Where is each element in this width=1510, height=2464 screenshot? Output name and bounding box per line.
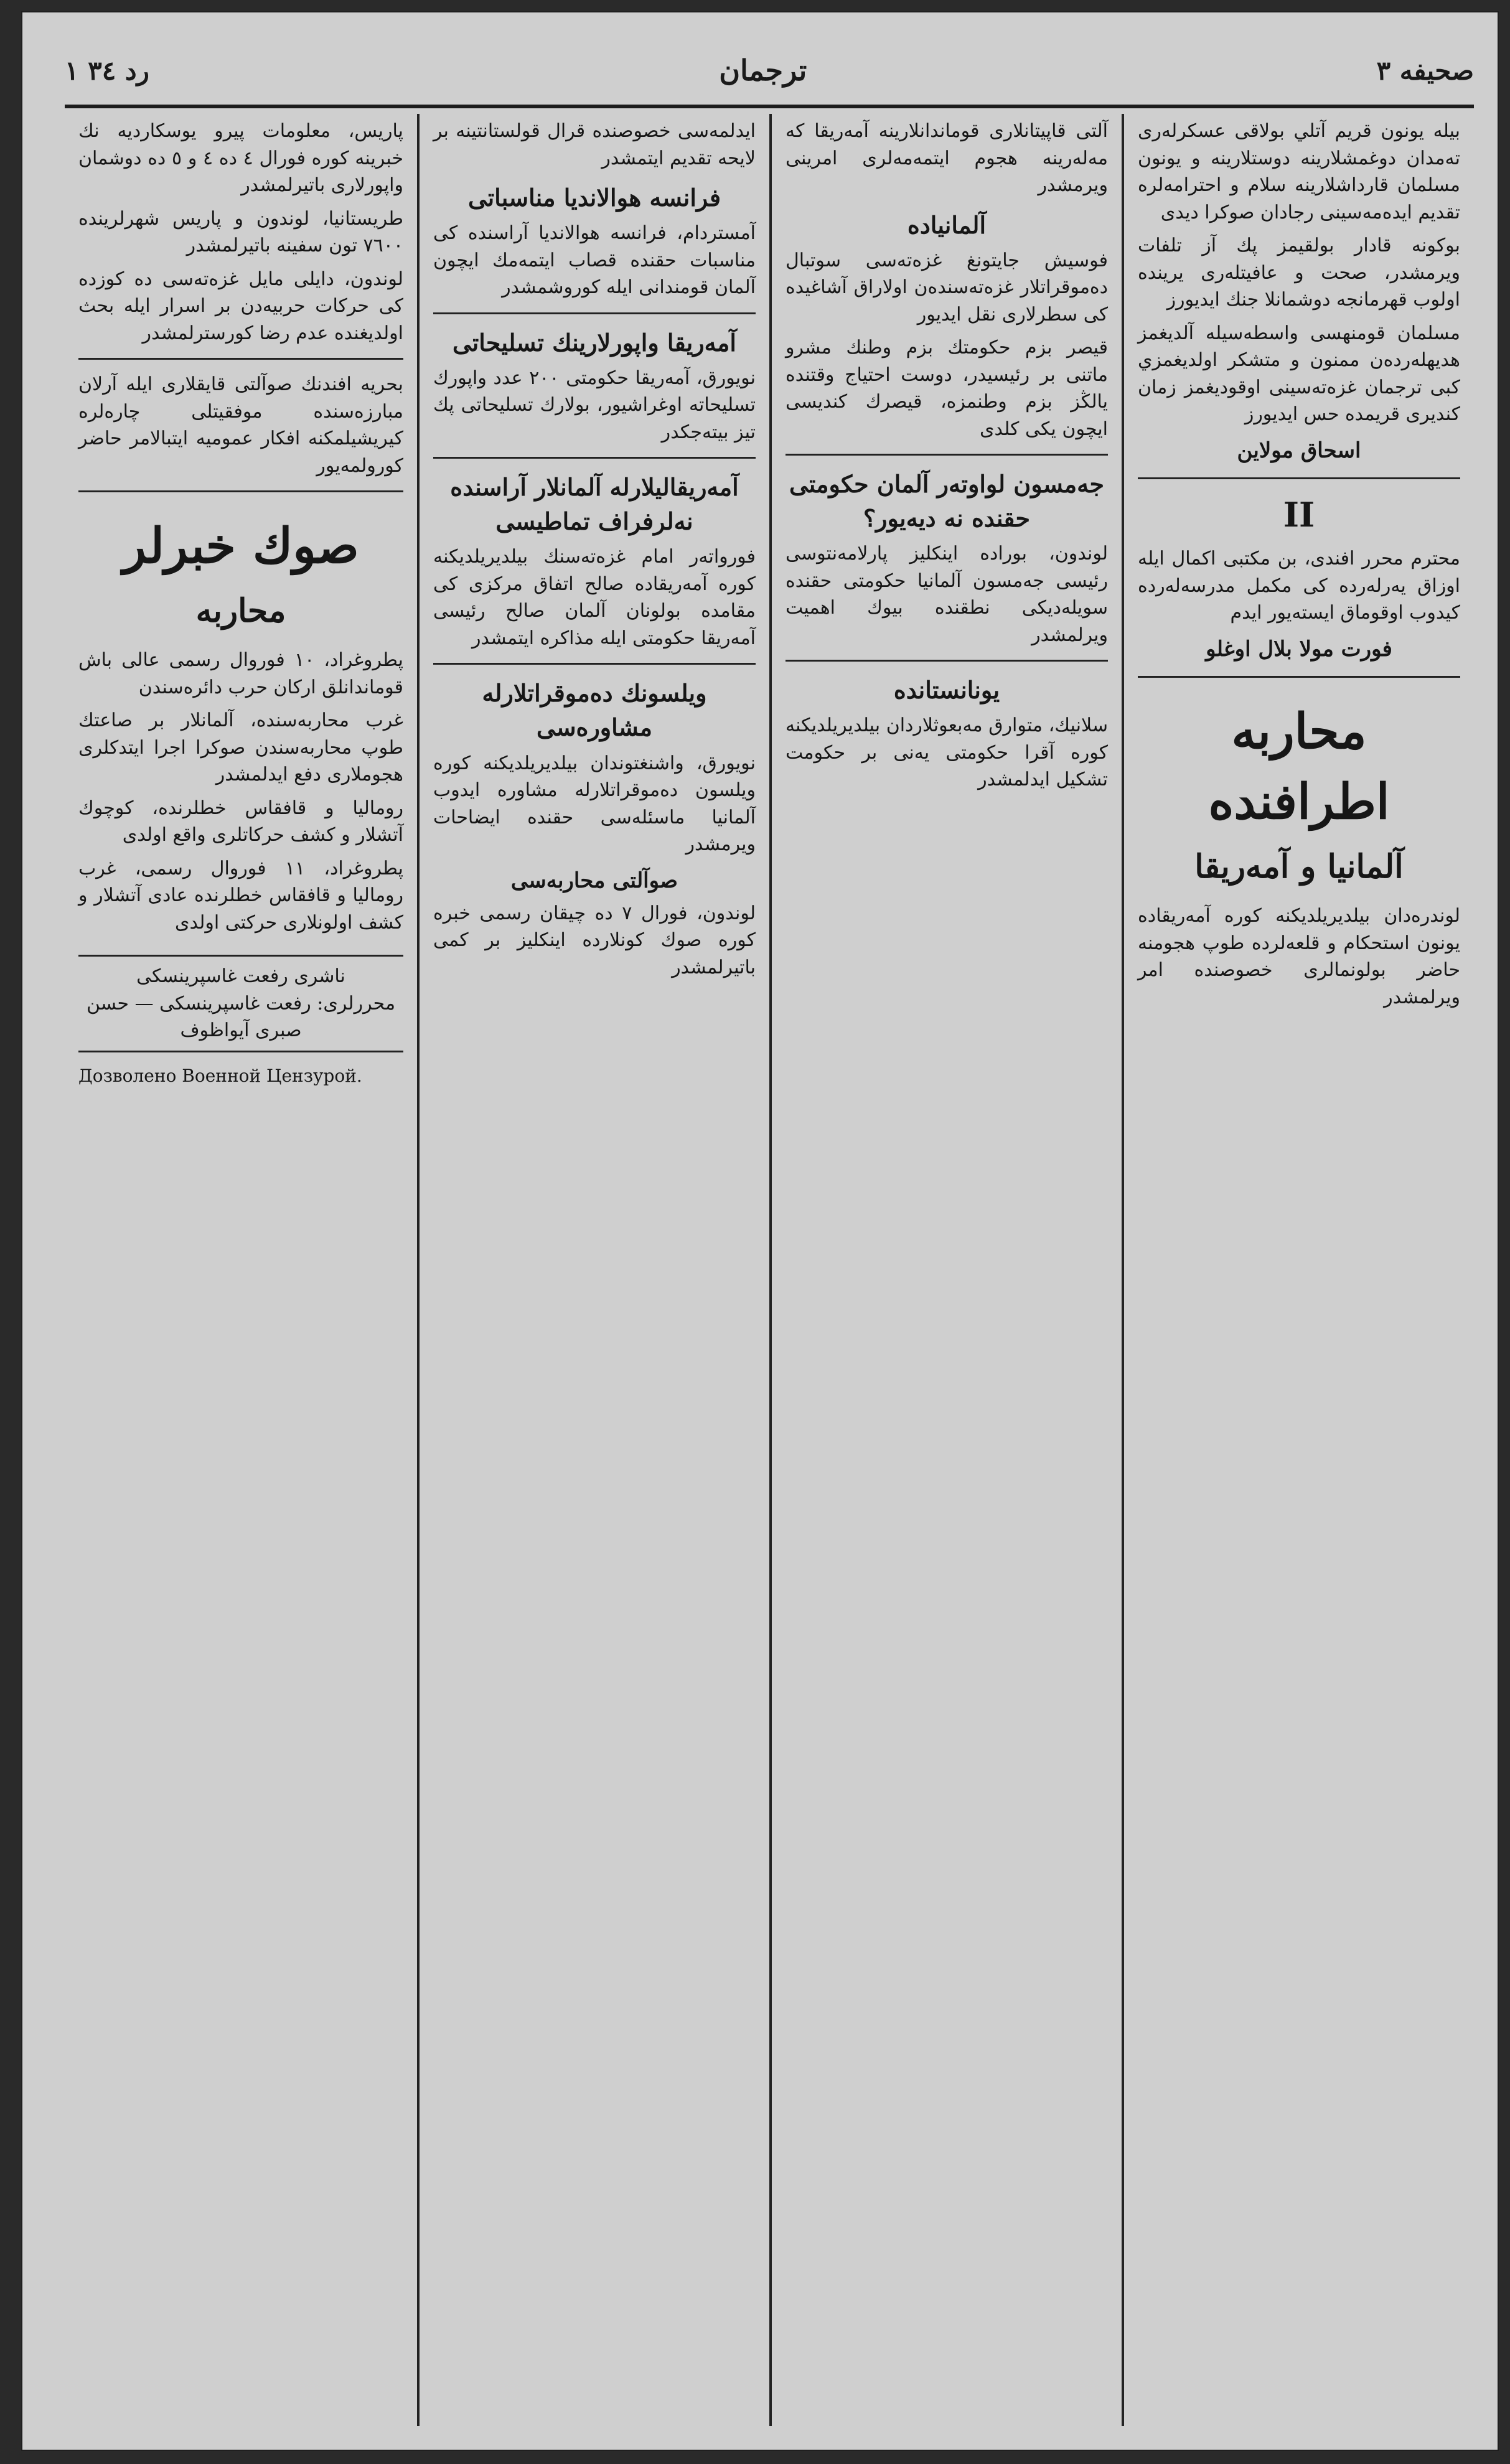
article-text: پطروغراد، ۱۱ فوروال رسمى، غرب روماليا و قافقاس خطلرنده عادى آتشلار و كشف اولونلارى حركتى اولدى — [78, 857, 403, 934]
article-text: نويورق، واشنغتوندان بيلديريلديكنه كوره ويلسون دەموقراتلارله مشاوره ايدوب آلمانيا ماسئلەسى حقنده ايضاحات ويرمشدر — [433, 752, 756, 856]
publisher-label: ناشرى رفعت غاسپرينسكى — [136, 965, 345, 988]
article-text: لوندرەدان بيلديريلديكنه كوره آمەريقاده يونون استحكام و قلعەلرده طوپ هجومنه حاضر بولونمالرى خصوصنده امر ويرلمشدر — [1138, 905, 1460, 1008]
article-text: طريستانيا، لوندون و پاريس شهرلرينده ۷٦۰۰ تون سفينه باتيرلمشدر — [78, 207, 403, 256]
column-2 — [769, 114, 1122, 2426]
publisher-box — [78, 955, 403, 1052]
article-text: بحريه افندنك صوآلتى قايقلارى ايله آرلان مبارزەسنده موفقيتلى چارەلرە كيريشيلمكنه افكار عموميه ايتبالامر حاضر كورولمەيور — [78, 373, 403, 477]
newspaper-title: ترجمان — [719, 54, 807, 87]
article-text: لوندون، دايلى مايل غزەتەسى ده كوزده كى حركات حربيەدن بر اسرار ايله بحث اولديغنده عدم رضا كورسترلمشدر — [78, 268, 403, 344]
article-text: قيصر بزم حكومتك بزم وطنك مشرو ماتنى بر رئيسيدر، دوست احتياج وقتنده يالڭز بزم وطنمزه، قيصرك كنديسى ايچون يكى كلدى — [785, 337, 1108, 440]
author-signature: فورت مولا بلال اوغلو — [1206, 636, 1392, 662]
article-heading: يونانستاندە — [893, 676, 1000, 705]
article-heading: فرانسه هوالانديا مناسباتى — [467, 184, 721, 212]
divider — [433, 663, 756, 665]
article-text: سلانيك، متوارق مەبعوثلاردان بيلديريلديكنه كوره آقرا حكومتى يەنى بر حكومت تشكيل ايدلمشدر — [785, 714, 1108, 791]
divider — [1138, 477, 1460, 479]
columns — [65, 114, 1474, 2426]
article-heading: آمەريقا واپورلارينك تسليحاتى — [453, 328, 736, 357]
article-text: فوسيش جايتونغ غزەتەسى سوتبال دەموقراتلار غزەتەسندەن اولاراق آشاغيده كى سطرلارى نقل ايديور — [785, 249, 1108, 326]
newspaper-page — [21, 11, 1499, 2451]
section-headline: محاربه اطرافنده — [1208, 703, 1390, 830]
article-text: نويورق، آمەريقا حكومتى ۲۰۰ عدد واپورك تسليحاته اوغراشيور، بولارك تسليحاتى پك تيز بيتەجكدر — [433, 367, 756, 443]
article-text: آلتى قاپيتانلارى قوماندانلارينه آمەريقا كه مەلەرينه هجوم ايتمەمەلرى امرينى ويرمشدر — [785, 120, 1108, 196]
divider — [785, 660, 1108, 662]
article-text: مسلمان قومنهسى واسطەسيله آلديغمز هديهلەردەن ممنون و متشكر اولديغمزي كبى ترجمان غزەتەسينى اوقوديغمز زمان كنديرى قريمده حس ايديورز — [1138, 322, 1460, 425]
divider — [78, 358, 403, 360]
divider — [1138, 676, 1460, 678]
article-text: بيله يونون قريم آتلي بولاقى عسكرلەرى تەمدان دوغمشلارينه دوستلارينه و يونون مسلمان قارداشلارينه سلام و احترامەلرە تقديم ايدەمەسينى رجادان صوكرا ديدى — [1138, 120, 1460, 223]
article-text: غرب محاربەسنده، آلمانلار بر صاعتك طوپ محاربەسندن صوكرا اجرا ايتدكلرى هجوملارى دفع ايدلمشدر — [78, 710, 403, 786]
issue-number: ۱ رد ۳٤ — [65, 55, 149, 86]
column-1 — [1122, 114, 1474, 2426]
article-heading: ويلسونك دەموقراتلارله مشاورەسى — [482, 679, 707, 742]
article-text: پطروغراد، ۱۰ فوروال رسمى عالى باش قوماندانلق اركان حرب دائرەسندن — [78, 649, 403, 698]
column-3 — [417, 114, 769, 2426]
article-heading: آمەريقاليلارله آلمانلار آراسنده نه‌لرفراف تماطيسى — [450, 473, 739, 536]
article-heading: صوآلتى محاربەسى — [510, 868, 678, 893]
article-text: روماليا و قافقاس خطلرنده، كوچوك آتشلار و كشف حركاتلرى واقع اولدى — [78, 797, 403, 846]
divider — [78, 490, 403, 492]
section-number: II — [1283, 494, 1315, 535]
editors-label: محررلرى: رفعت غاسپرينسكى — حسن صبرى آيواظوف — [86, 992, 396, 1042]
masthead — [65, 36, 1474, 108]
article-text: پاريس، معلومات پيرو يوسكارديه نك خبرينه كوره فورال ٤ ده ٤ و ٥ دە دوشمان واپورلارى باتيرلمشدر — [78, 120, 403, 196]
article-heading: آلمانياده — [907, 210, 987, 239]
censor-note: Дозволено Военной Цензурой. — [78, 1065, 362, 1086]
divider — [785, 454, 1108, 456]
article-text: لوندون، فورال ۷ ده چيقان رسمى خبره كوره صوك كونلارده اينكليز بر كمى باتيرلمشدر — [433, 902, 756, 978]
section-headline: صوك خبرلر — [123, 518, 359, 574]
divider — [433, 457, 756, 459]
divider — [433, 312, 756, 314]
article-text: لوندون، بوراده اينكليز پارلامەنتوسى رئيسى جەمسون آلمانيا حكومتى حقنده سويلەديكى نطقنده بيوك اهميت ويرلمشدر — [785, 543, 1108, 646]
page-number: ۳ صحيفه — [1376, 55, 1474, 86]
article-text: آمستردام، فرانسه هوالانديا آراسنده كى مناسبات حقنده قصاب ايتمەمك ايچون آلمان قومندانى ايله كوروشمشدر — [433, 222, 756, 299]
article-text: فورواتەر امام غزەتەسنك بيلديريلديكنه كوره آمەريقاده صالح اتفاق مركزى كى مقامده بولونان آلمان صالح رئيسى آمەريقا حكومتى ايله مذاكره ايتمشدر — [433, 546, 756, 649]
section-subheadline: محاربه — [195, 592, 286, 630]
author-signature: اسحاق مولاين — [1237, 438, 1361, 463]
section-subheadline: آلمانيا و آمەريقا — [1194, 848, 1404, 886]
column-4 — [65, 114, 417, 2426]
article-text: بوكونه قادار بولقيمز پك آز تلفات ويرمشدر، صحت و عافيتلەرى يرينده اولوب قهرمانجه دوشمانلا جنك ايديورز — [1138, 235, 1460, 311]
article-text: ايدلمەسى خصوصنده قرال قولستانتينه بر لايحه تقديم ايتمشدر — [433, 120, 756, 169]
article-heading: جەمسون لواوتەر آلمان حكومتى حقنده نه ديەيور؟ — [789, 470, 1104, 533]
article-text: محترم محرر افندى، بن مكتبى اكمال ايله اوزاق يەرلەرده كى مكمل مدرسەلەرده كيدوب اوقوماق ايستەيور ايدم — [1138, 548, 1460, 624]
